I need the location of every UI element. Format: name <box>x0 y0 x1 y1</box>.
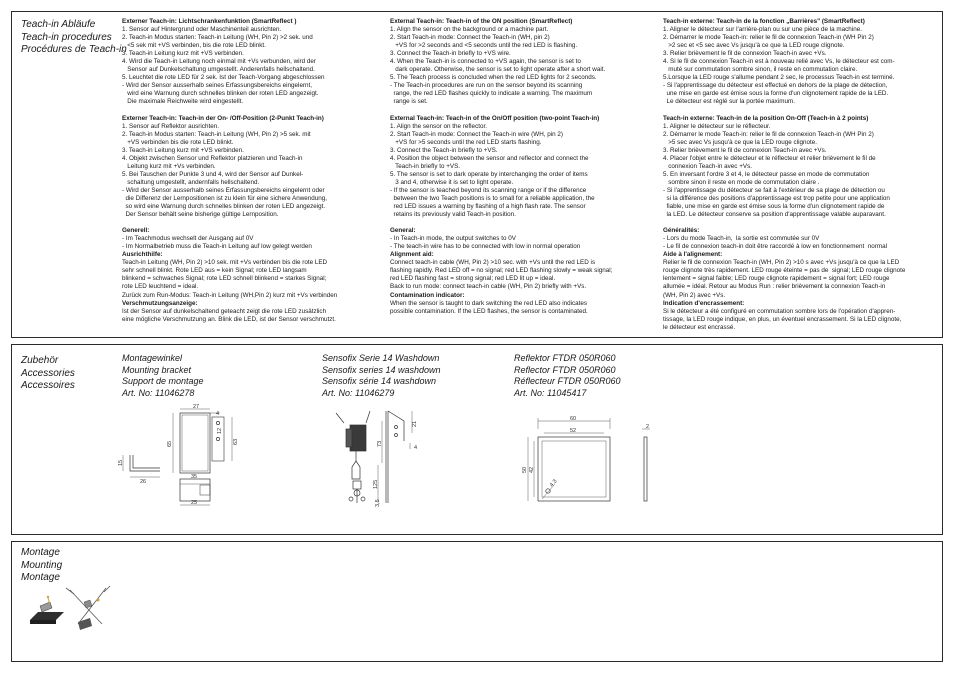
instruction-line: 5. Bei Tauschen der Punkte 3 und 4, wird der Sensor auf Dunkel- <box>122 170 304 178</box>
instruction-line: - Im Normalbetrieb muss die Teach-in Leitung auf low gelegt werden <box>122 243 312 251</box>
instruction-line: Ist der Sensor auf dunkelschaltend geteacht zeigt die rote LED zusätzlich <box>122 307 327 315</box>
instruction-line: Back to run mode: connect teach-in cable (WH, Pin 2) briefly with +Vs. <box>390 283 587 291</box>
instruction-line: 1. Align the sensor on the reflector. <box>390 122 487 130</box>
section-title: Généralités: <box>663 227 700 235</box>
dim-label: 4 <box>414 445 418 451</box>
instruction-line: 2. Teach-in Modus starten: Teach-in Leitung (WH, Pin 2) >2 sek. und <box>122 34 313 42</box>
section-title: General: <box>390 227 416 235</box>
instruction-line: so wird eine Warnung durch schnelles blinken der roten LED angezeigt. <box>122 203 326 211</box>
instruction-line: - Si l'apprentissage du détecteur est effectué en dehors de la plage de détection, <box>663 82 888 90</box>
instruction-line: 5. Leuchtet die rote LED für 2 sek. Ist der Teach-Vorgang abgeschlossen <box>122 74 325 82</box>
instruction-line: 4. Wird die Teach-in Leitung noch einmal mit +Vs verbunden, wird der <box>122 58 316 66</box>
dim-label: 3,5 <box>375 499 381 507</box>
instruction-line: 3. Relier brièvement le fil de connexion Teach-in avec +Vs. <box>663 50 827 58</box>
dim-label: 73 <box>377 440 383 447</box>
instruction-line: tissage, la LED rouge indique, en plus, un éventuel encrassement. Si la LED clignote, <box>663 315 902 323</box>
instruction-line: rouge clignote très rapidement. LED rouge éteinte = pas de signal; LED rouge clignote <box>663 267 906 275</box>
section-title: Generell: <box>122 227 150 235</box>
dim-label: 125 <box>373 479 379 489</box>
instruction-line: 5.Lorsque la LED rouge s'allume pendant 2 sec, le processus Teach-in est terminé. <box>663 74 895 82</box>
heading-de: Montage <box>21 547 60 558</box>
accessory-line: Sensofix series 14 washdown <box>322 364 441 375</box>
section-title: Contamination indicator: <box>390 291 465 299</box>
instruction-line: connexion Teach-in avec +Vs. <box>663 162 752 170</box>
dim-label: 4 <box>216 411 220 417</box>
instruction-line: si la différence des positions d'apprentissage est trop petite pour une application <box>663 194 890 202</box>
instruction-line: >2 sec et <5 sec avec Vs jusqu'à ce que la LED rouge clignote. <box>663 42 845 50</box>
instruction-line: 3 and 4, otherwise it is set to light operate. <box>390 178 514 186</box>
instruction-line: Sensor auf Dunkelschaltung umgestellt. Anderenfalls hellschaltend. <box>122 66 315 74</box>
section-title: Externer Teach-in: Teach-in der On- /Off-Position (2-Punkt Teach-in) <box>122 114 324 122</box>
instruction-line: red LED flashing fast = strong signal; red LED lit up = ideal. <box>390 275 556 283</box>
instruction-line: Der Sensor behält seine bisherige gültige Lernposition. <box>122 211 279 219</box>
instruction-line: - The Teach-in procedures are run on the sensor beyond its scanning <box>390 82 583 90</box>
accessory-article-number: Art. No: 11046279 <box>322 387 395 398</box>
dim-label: 60 <box>570 416 577 422</box>
section-title: Alignment aid: <box>390 251 434 259</box>
section-title: Aide à l'alignement: <box>663 251 723 259</box>
section-title: Ausrichthilfe: <box>122 251 163 259</box>
accessory-reflector <box>514 353 621 399</box>
block-spacer <box>390 107 658 115</box>
instruction-line: - Im Teachmodus wechselt der Ausgang auf 0V <box>122 235 254 243</box>
instruction-line: die Differenz der Lernpositionen ist zu klein für eine sichere Anwendung, <box>122 194 328 202</box>
instruction-line: - Wird der Sensor ausserhalb seines Erfassungsbereichs eingelernt, <box>122 82 313 90</box>
instruction-line: range, the red LED flashes quickly to indicate a warning. The maximum <box>390 90 593 98</box>
instruction-line: possible contamination. If the LED flashes, the sensor is contaminated. <box>390 307 588 315</box>
instruction-line: between the two Teach positions is to small for a reliable application, the <box>390 194 595 202</box>
teach-column-fr <box>663 18 935 332</box>
dim-label: 65 <box>167 440 173 447</box>
heading-fr: Procédures de Teach-in <box>21 44 127 55</box>
instruction-line: lentement = signal faible; LED rouge clignote rapidement = signal fort; LED rouge <box>663 275 890 283</box>
instruction-line: - Si l'apprentissage du détecteur se fait à l'extérieur de sa plage de détection ou <box>663 186 885 194</box>
instruction-line: - Le fil de connexion teach-in doit être raccordé à low en fonctionnement normal <box>663 243 888 251</box>
instruction-line: <5 sek mit +VS verbinden, bis die rote LED blinkt. <box>122 42 266 50</box>
teach-in-panel <box>11 11 943 338</box>
instruction-line: - Wird der Sensor ausserhalb seines Erfassungsbereichs eingelernt oder <box>122 186 325 194</box>
teach-in-heading <box>21 19 127 57</box>
instruction-line: 4. Si le fil de connexion Teach-in est à nouveau relié avec Vs, le détecteur est com- <box>663 58 895 66</box>
instruction-line: sehr schnell blinkt. Rote LED aus = kein Signal; rote LED langsam <box>122 267 307 275</box>
heading-fr: Accessoires <box>21 380 75 391</box>
accessory-line: Sensofix Serie 14 Washdown <box>322 353 440 363</box>
instruction-line: (WH, Pin 2) avec +Vs. <box>663 291 726 299</box>
instruction-line: 2. Démarrer le mode Teach-in: relier le fil de connexion Teach-in (WH Pin 2) <box>663 130 874 138</box>
instruction-line: dark operate. Otherwise, the sensor is set to light operate after a short wait. <box>390 66 606 74</box>
accessory-article-number: Art. No: 11045417 <box>514 387 587 398</box>
mounting-illustration <box>26 584 116 630</box>
instruction-line: 2. Démarrer le mode Teach-in: relier le fil de connexion Teach-in (WH Pin 2) <box>663 34 874 42</box>
dim-label: 35 <box>191 474 198 480</box>
section-title: Teach-in externe: Teach-in de la position On-Off (Teach-in à 2 points) <box>663 114 869 122</box>
instruction-line: Teach-in Leitung (WH, Pin 2) >10 sek. mit +Vs verbinden bis die rote LED <box>122 259 328 267</box>
instruction-line: 3. Connect the Teach-in briefly to +VS. <box>390 146 498 154</box>
heading-de: Zubehör <box>21 355 59 366</box>
instruction-line: 2. Start Teach-in mode: Connect the Teach-in (WH, pin 2) <box>390 34 550 42</box>
instruction-line: 2. Teach-in Modus starten: Teach-in Leitung (WH, Pin 2) >5 sek. mit <box>122 130 311 138</box>
instruction-line: le détecteur est encrassé. <box>663 323 736 331</box>
instruction-line: 3. Relier brièvement le fil de connexion Teach-in avec +Vs. <box>663 146 827 154</box>
instruction-line: 5. The Teach process is concluded when the red LED lights for 2 seconds. <box>390 74 597 82</box>
mounting-panel <box>11 541 943 662</box>
instruction-line: - In Teach-in mode, the output switches to 0V <box>390 235 516 243</box>
instruction-line: Relier le fil de connexion Teach-in (WH, Pin 2) >10 s avec +Vs jusqu'à ce que la LED <box>663 259 900 267</box>
instruction-line: Die maximale Reichweite wird eingestellt. <box>122 98 244 106</box>
instruction-line: 4. Position the object between the sensor and reflector and connect the <box>390 154 589 162</box>
dim-label: 4,3 <box>548 478 559 489</box>
section-title: Indication d'encrassement: <box>663 299 745 307</box>
instruction-line: 3. Connect the Teach-in briefly to +VS wire. <box>390 50 511 58</box>
instruction-line: flashing rapidly. Red LED off = no signal; red LED flashing slowly = weak signal; <box>390 267 613 275</box>
dim-label: 2 <box>646 424 650 430</box>
instruction-line: Zurück zum Run-Modus: Teach-in Leitung (WH,Pin 2) kurz mit +Vs verbinden <box>122 291 338 299</box>
reflector-drawing <box>512 415 662 511</box>
sensofix-drawing <box>326 403 446 511</box>
instruction-line: retains its previously valid Teach-in position. <box>390 211 516 219</box>
instruction-line: red LED issues a warning by flashing of a high flash rate. The sensor <box>390 203 586 211</box>
accessory-line: Support de montage <box>122 376 204 387</box>
block-spacer <box>663 219 935 227</box>
instruction-line: - The teach-in wire has to be connected with low in normal operation <box>390 243 581 251</box>
heading-en: Mounting <box>21 559 63 571</box>
dim-label: 21 <box>412 420 418 427</box>
dim-label: 52 <box>570 428 577 434</box>
block-spacer <box>122 219 384 227</box>
instruction-line: schaltung umgestellt, andernfalls hellschaltend. <box>122 178 260 186</box>
teach-column-de <box>122 18 384 324</box>
section-title: External Teach-in: Teach-in of the On/Off position (two-point Teach-in) <box>390 114 600 122</box>
instruction-line: Leitung kurz mit +Vs verbinden. <box>122 162 216 170</box>
instruction-line: eine mögliche Verschmutzung an. Blink die LED, ist der Sensor verschmutzt. <box>122 315 336 323</box>
instruction-line: - Lors du mode Teach-in, la sortie est commutée sur 0V <box>663 235 820 243</box>
accessory-line: Montagewinkel <box>122 353 183 363</box>
instruction-line: 1. Aligner le détecteur sur l'arrière-plan ou sur une pièce de la machine. <box>663 26 862 34</box>
instruction-line: Si le détecteur a été configuré en commutation sombre lors de l'opération d'appren- <box>663 307 896 315</box>
dim-label: 42 <box>529 466 535 473</box>
dim-label: 63 <box>233 438 239 445</box>
instruction-line: +VS for >2 seconds and <5 seconds until the red LED is flashing. <box>390 42 578 50</box>
accessory-line: Reflektor FTDR 050R060 <box>514 353 616 363</box>
dim-label: 50 <box>522 466 528 473</box>
accessories-panel <box>11 344 943 535</box>
instruction-line: 5. En inversant l'ordre 3 et 4, le détecteur passe en mode de commutation <box>663 170 870 178</box>
heading-en: Teach-in procedures <box>21 31 112 43</box>
instruction-line: 5. The sensor is set to dark operate by interchanging the order of items <box>390 170 588 178</box>
accessory-line: Mounting bracket <box>122 364 192 375</box>
instruction-line: When the sensor is taught to dark switching the red LED also indicates <box>390 299 588 307</box>
instruction-line: +VS for >5 seconds until the red LED starts flashing. <box>390 138 542 146</box>
teach-column-en <box>390 18 658 316</box>
instruction-line: 1. Sensor auf Reflektor ausrichten. <box>122 122 219 130</box>
instruction-line: Connect teach-in cable (WH, Pin 2) >10 sec. with +Vs until the red LED is <box>390 259 596 267</box>
heading-en: Accessories <box>21 367 75 379</box>
dim-label: 25 <box>191 500 198 506</box>
instruction-line: la LED. Le détecteur conserve sa position d'apprentissage valable auparavant. <box>663 211 886 219</box>
instruction-line: 4. Objekt zwischen Sensor und Reflektor platzieren und Teach-in <box>122 154 303 162</box>
instruction-line: Teach-in briefly to +VS. <box>390 162 461 170</box>
dim-label: 12 <box>217 427 223 434</box>
instruction-line: 4. When the Teach-in is connected to +VS again, the sensor is set to <box>390 58 581 66</box>
instruction-line: wird eine Warnung durch schnelles blinken der roten LED angezeigt. <box>122 90 319 98</box>
block-spacer <box>390 219 658 227</box>
accessory-sensofix <box>322 353 441 399</box>
instruction-line: 1. Sensor auf Hintergrund oder Maschinenteil ausrichten. <box>122 26 282 34</box>
instruction-line: blinkend = schwaches Signal; rote LED schnell blinkend = starkes Signal; <box>122 275 327 283</box>
instruction-line: allumée = idéal. Retour au Modus Run : relier brièvement la connexion Teach-in <box>663 283 886 291</box>
instruction-line: +VS verbinden bis die rote LED blinkt. <box>122 138 234 146</box>
accessory-line: Réflecteur FTDR 050R060 <box>514 376 621 387</box>
accessory-bracket <box>122 353 204 399</box>
instruction-line: 1. Align the sensor on the background or a machine part. <box>390 26 549 34</box>
instruction-line: fiable, une mise en garde est émise sous la forme d'un clignotement rapide de <box>663 203 885 211</box>
heading-fr: Montage <box>21 572 60 583</box>
instruction-line: rote LED leuchtend = ideal. <box>122 283 199 291</box>
dim-label: 26 <box>140 479 147 485</box>
instruction-line: une mise en garde est émise sous la forme d'un clignotement rapide de la LED. <box>663 90 889 98</box>
instruction-line: muté sur commutation sombre sinon, il reste en commutation claire. <box>663 66 858 74</box>
block-spacer <box>122 107 384 115</box>
section-title: Teach-in externe: Teach-in de la fonction „Barrières" (SmartReflect) <box>663 18 865 25</box>
dim-label: 15 <box>118 459 124 466</box>
heading-de: Teach-in Abläufe <box>21 19 96 30</box>
instruction-line: Le détecteur est réglé sur la portée maximum. <box>663 98 795 106</box>
instruction-line: 4. Placer l'objet entre le détecteur et le réflecteur et relier brièvement le fil de <box>663 154 876 162</box>
dim-label: 27 <box>193 404 200 410</box>
accessory-line: Sensofix série 14 washdown <box>322 376 437 387</box>
accessory-line: Reflector FTDR 050R060 <box>514 364 616 375</box>
instruction-line: >5 sec avec Vs jusqu'à ce que la LED rouge clignote. <box>663 138 817 146</box>
instruction-line: 3. Teach-in Leitung kurz mit +VS verbinden. <box>122 50 244 58</box>
instruction-line: 1. Aligner le détecteur sur le réflecteur. <box>663 122 771 130</box>
section-title: Verschmutzungsanzeige: <box>122 299 198 307</box>
instruction-line: sombre sinon il reste en mode de commutation claire . <box>663 178 820 186</box>
instruction-line: range is set. <box>390 98 428 106</box>
section-title: External Teach-in: Teach-in of the ON position (SmartReflect) <box>390 18 573 25</box>
instruction-line: 2. Start Teach-in mode: Connect the Teach-in wire (WH, pin 2) <box>390 130 564 138</box>
mounting-heading <box>21 547 62 585</box>
instruction-line: 3. Teach-in Leitung kurz mit +VS verbinden. <box>122 146 244 154</box>
mounting-bracket-drawing <box>120 401 260 509</box>
accessory-article-number: Art. No: 11046278 <box>122 387 195 398</box>
accessories-heading <box>21 355 75 393</box>
block-spacer <box>663 107 935 115</box>
instruction-line: - If the sensor is teached beyond its scanning range or if the difference <box>390 186 587 194</box>
section-title: Externer Teach-in: Lichtschrankenfunktion (SmartReflect ) <box>122 18 297 25</box>
